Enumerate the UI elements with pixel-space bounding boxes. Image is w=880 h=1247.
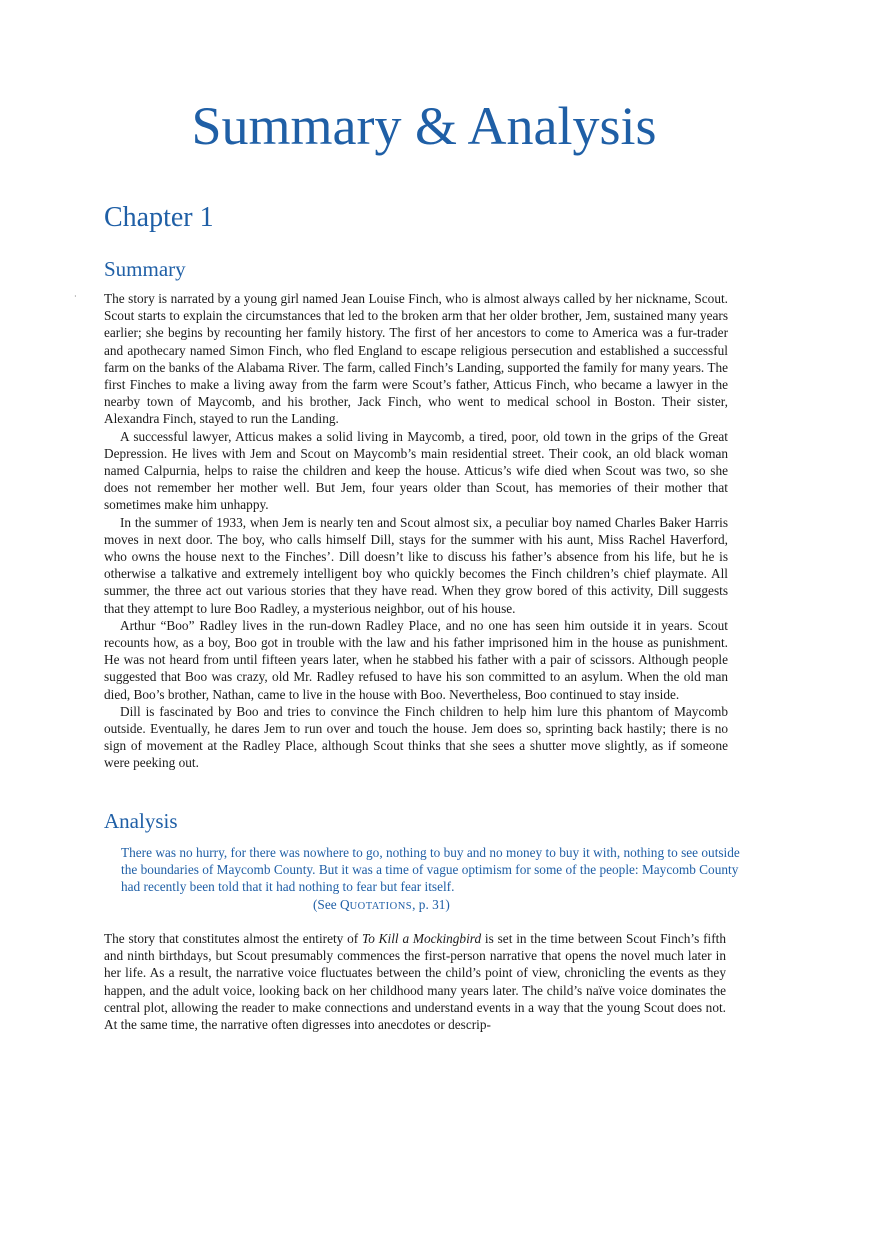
- analysis-text-after: is set in the time between Scout Finch’s fifth and ninth birthdays, but Scout presumably commences the first-person narrative that opens the novel much later in her life. As a result, the narrative voice fluctuates between the child’s point of view, chronicling the events as they happen, and the adult voice, looking back on her childhood many years later. The child’s naïve voice dominates the central plot, allowing the reader to make connections and understand events in a way that the young Scout does not. At the same time, the narrative often digresses into anecdotes or descrip-: [104, 931, 726, 1033]
- analysis-text: [104, 930, 726, 1033]
- page-title: Summary & Analysis: [191, 96, 657, 156]
- quote-citation: [313, 896, 450, 915]
- citation-close: , p. 31): [412, 897, 450, 912]
- summary-paragraph: The story is narrated by a young girl named Jean Louise Finch, who is almost always called by her nickname, Scout. Scout starts to explain the circumstances that led to the broken arm that her older brother, Jem, sustained many years earlier; she begins by recounting her family history. The first of her ancestors to come to America was a fur-trader and apothecary named Simon Finch, who fled England to escape religious persecution and established a successful farm on the banks of the Alabama River. The farm, called Finch’s Landing, supported the family for many years. The first Finches to make a living away from the farm were Scout’s father, Atticus Finch, who became a lawyer in the nearby town of Maycomb, and his brother, Jack Finch, who went to medical school in Boston. Their sister, Alexandra Finch, stayed to run the Landing.: [104, 291, 728, 427]
- analysis-paragraph: [104, 930, 726, 1033]
- summary-heading: Summary: [104, 257, 186, 281]
- summary-paragraph: Arthur “Boo” Radley lives in the run-down Radley Place, and no one has seen him outside it in years. Scout recounts how, as a boy, Boo got in trouble with the law and his father imprisoned him in the house as punishment. He was not heard from until fifteen years later, when he stabbed his father with a pair of scissors. Although people suggested that Boo was crazy, old Mr. Radley refused to have his son committed to an asylum. When the old man died, Boo’s brother, Nathan, came to live in the house with Boo. Nevertheless, Boo continued to stay inside.: [104, 617, 728, 702]
- quote-text: There was no hurry, for there was nowhere to go, nothing to buy and no money to buy it with, nothing to see outside the boundaries of Maycomb County. But it was a time of vague optimism for some of the people: Maycomb County had recently been told that it had nothing to fear but fear itself.: [121, 845, 740, 895]
- analysis-heading: Analysis: [104, 809, 178, 833]
- summary-text: [104, 290, 728, 772]
- citation-open: (See: [313, 897, 340, 912]
- citation-smallcaps: UOTATIONS: [349, 901, 413, 912]
- summary-paragraph: In the summer of 1933, when Jem is nearly ten and Scout almost six, a peculiar boy named Charles Baker Harris moves in next door. The boy, who calls himself Dill, stays for the summer with his aunt, Miss Rachel Haverford, who owns the house next to the Finches’. Dill doesn’t like to discuss his father’s absence from his life, but he is otherwise a talkative and extremely intelligent boy who quickly becomes the Finch children’s chief playmate. All summer, the three act out various stories that they have read. When they grow bored of this activity, Dill suggests that they attempt to lure Boo Radley, a mysterious neighbor, out of his house.: [104, 514, 728, 616]
- margin-mark: ·: [74, 292, 77, 301]
- summary-paragraph: A successful lawyer, Atticus makes a solid living in Maycomb, a tired, poor, old town in the grips of the Great Depression. He lives with Jem and Scout on Maycomb’s main residential street. Their cook, an old black woman named Calpurnia, helps to raise the children and keep the house. Atticus’s wife died when Scout was two, so she does not remember her mother well. But Jem, four years older than Scout, has memories of their mother that sometimes make him unhappy.: [104, 428, 728, 513]
- analysis-text-before: The story that constitutes almost the entirety of: [104, 931, 363, 946]
- block-quote: [121, 844, 751, 896]
- chapter-title: Chapter 1: [104, 202, 214, 233]
- summary-paragraph: Dill is fascinated by Boo and tries to convince the Finch children to help him lure this phantom of Maycomb outside. Eventually, he dares Jem to run over and touch the house. Jem does so, sprinting back hastily; there is no sign of movement at the Radley Place, although Scout thinks that she sees a shutter move slightly, as if someone were peeking out.: [104, 703, 728, 771]
- citation-q: Q: [339, 897, 350, 912]
- book-title: To Kill a Mockingbird: [362, 931, 482, 946]
